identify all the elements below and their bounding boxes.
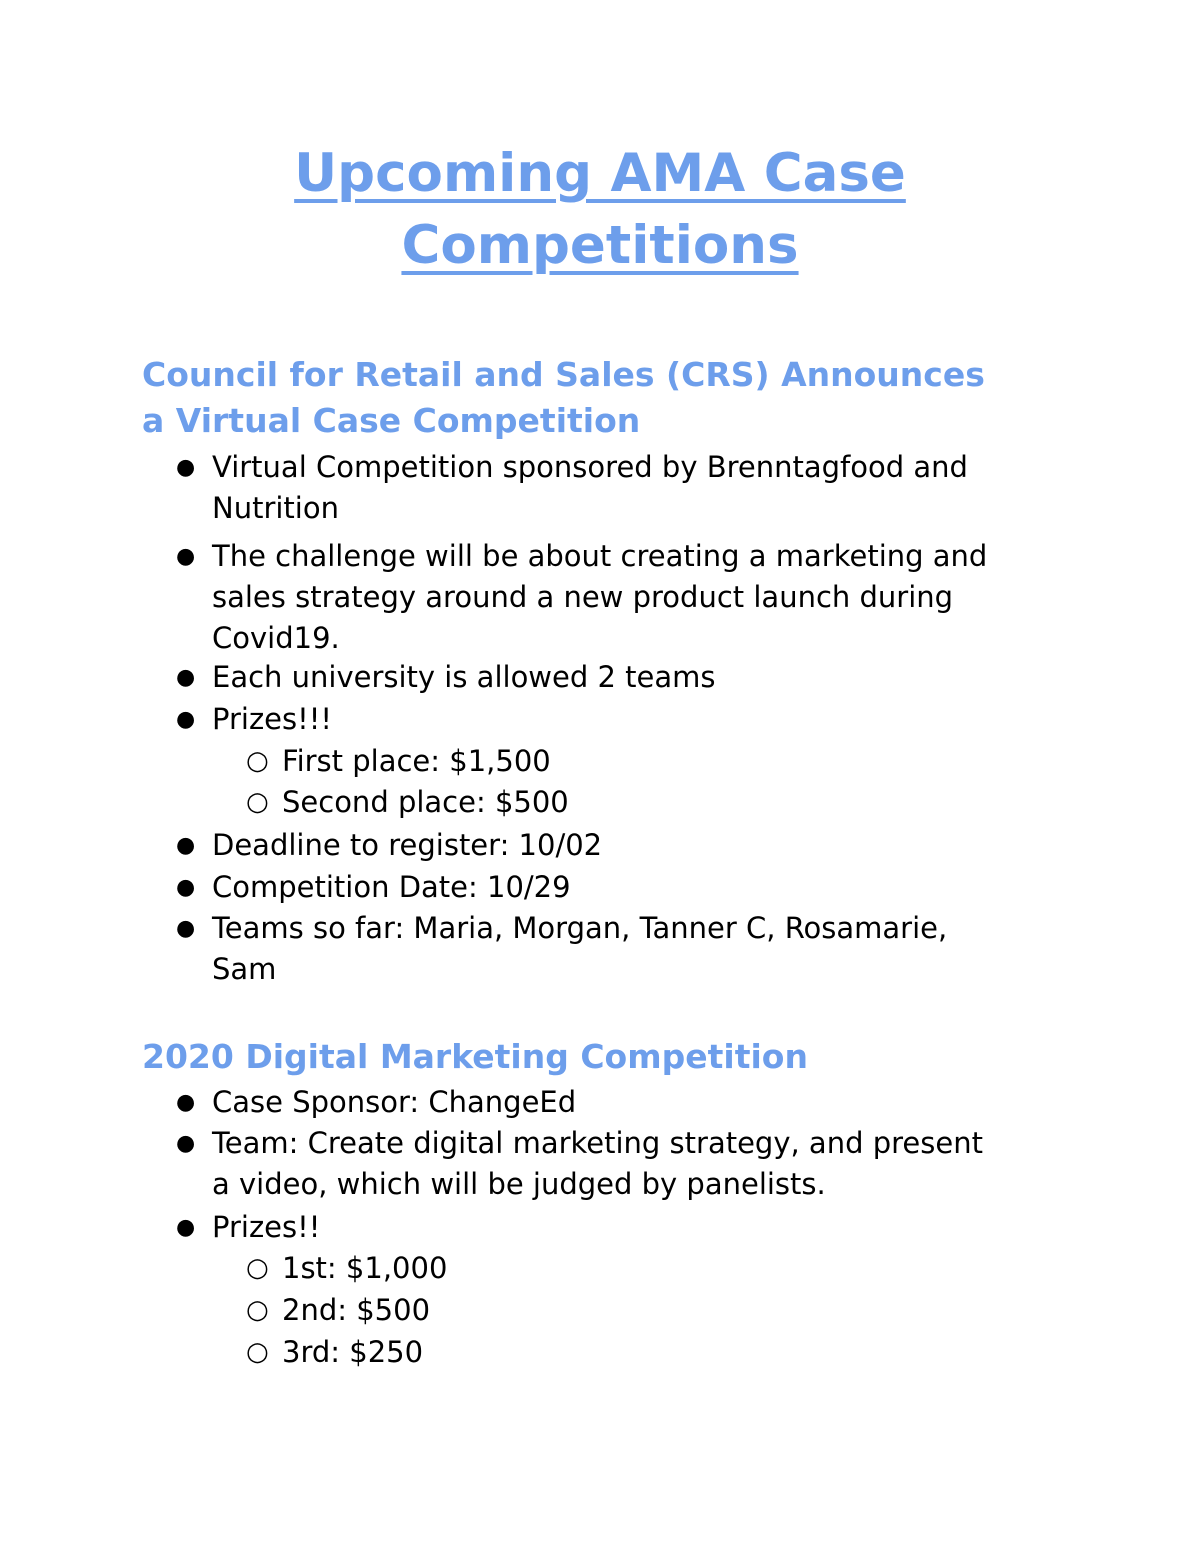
list-item-text: Prizes!!!	[212, 702, 333, 736]
list-item-line: Nutrition	[212, 491, 339, 525]
circle-bullet-icon: ○	[246, 787, 269, 817]
section-heading-digital-marketing	[142, 1034, 1082, 1080]
list-item-line: Sam	[212, 952, 277, 986]
section-heading-line: Council for Retail and Sales (CRS) Announces	[142, 355, 985, 394]
list-item-text	[212, 447, 1062, 529]
section-heading-line: a Virtual Case Competition	[142, 401, 641, 440]
list-item-line: Virtual Competition sponsored by Brenntagfood and	[212, 450, 968, 484]
list-item-line: The challenge will be about creating a marketing and	[212, 539, 988, 573]
section-heading-crs	[142, 352, 1082, 444]
page-title-line-2: Competitions	[401, 215, 799, 276]
bullet-icon: ●	[176, 1215, 196, 1240]
list-item-text	[212, 536, 1062, 659]
list-item-line: Covid19.	[212, 621, 340, 655]
sub-list-item-text: 1st: $1,000	[282, 1251, 448, 1285]
bullet-icon: ●	[176, 455, 196, 480]
list-item-text: Competition Date: 10/29	[212, 870, 571, 904]
list-item-text	[212, 908, 1062, 990]
list-item-line: Teams so far: Maria, Morgan, Tanner C, Rosamarie,	[212, 911, 948, 945]
bullet-icon: ●	[176, 1090, 196, 1115]
list-item-text: Each university is allowed 2 teams	[212, 660, 716, 694]
circle-bullet-icon: ○	[246, 1253, 269, 1283]
list-item-text: Deadline to register: 10/02	[212, 828, 603, 862]
sub-list-item-text: 3rd: $250	[282, 1335, 424, 1369]
bullet-icon: ●	[176, 707, 196, 732]
circle-bullet-icon: ○	[246, 1337, 269, 1367]
list-item-text: Prizes!!	[212, 1210, 321, 1244]
bullet-icon: ●	[176, 1131, 196, 1156]
sub-list-item-text: Second place: $500	[282, 785, 569, 819]
sub-list-item-text: 2nd: $500	[282, 1293, 431, 1327]
bullet-icon: ●	[176, 875, 196, 900]
page-title-line-1: Upcoming AMA Case	[294, 143, 906, 204]
list-item-text	[212, 1123, 1062, 1205]
list-item-line: a video, which will be judged by panelists.	[212, 1167, 826, 1201]
sub-list-item-text: First place: $1,500	[282, 744, 551, 778]
bullet-icon: ●	[176, 665, 196, 690]
list-item-text: Case Sponsor: ChangeEd	[212, 1085, 577, 1119]
list-item-line: Team: Create digital marketing strategy, and present	[212, 1126, 983, 1160]
bullet-icon: ●	[176, 916, 196, 941]
section-heading-line: 2020 Digital Marketing Competition	[142, 1037, 808, 1076]
bullet-icon: ●	[176, 833, 196, 858]
circle-bullet-icon: ○	[246, 746, 269, 776]
circle-bullet-icon: ○	[246, 1295, 269, 1325]
bullet-icon: ●	[176, 544, 196, 569]
page-title	[0, 138, 1200, 282]
list-item-line: sales strategy around a new product launch during	[212, 580, 954, 614]
